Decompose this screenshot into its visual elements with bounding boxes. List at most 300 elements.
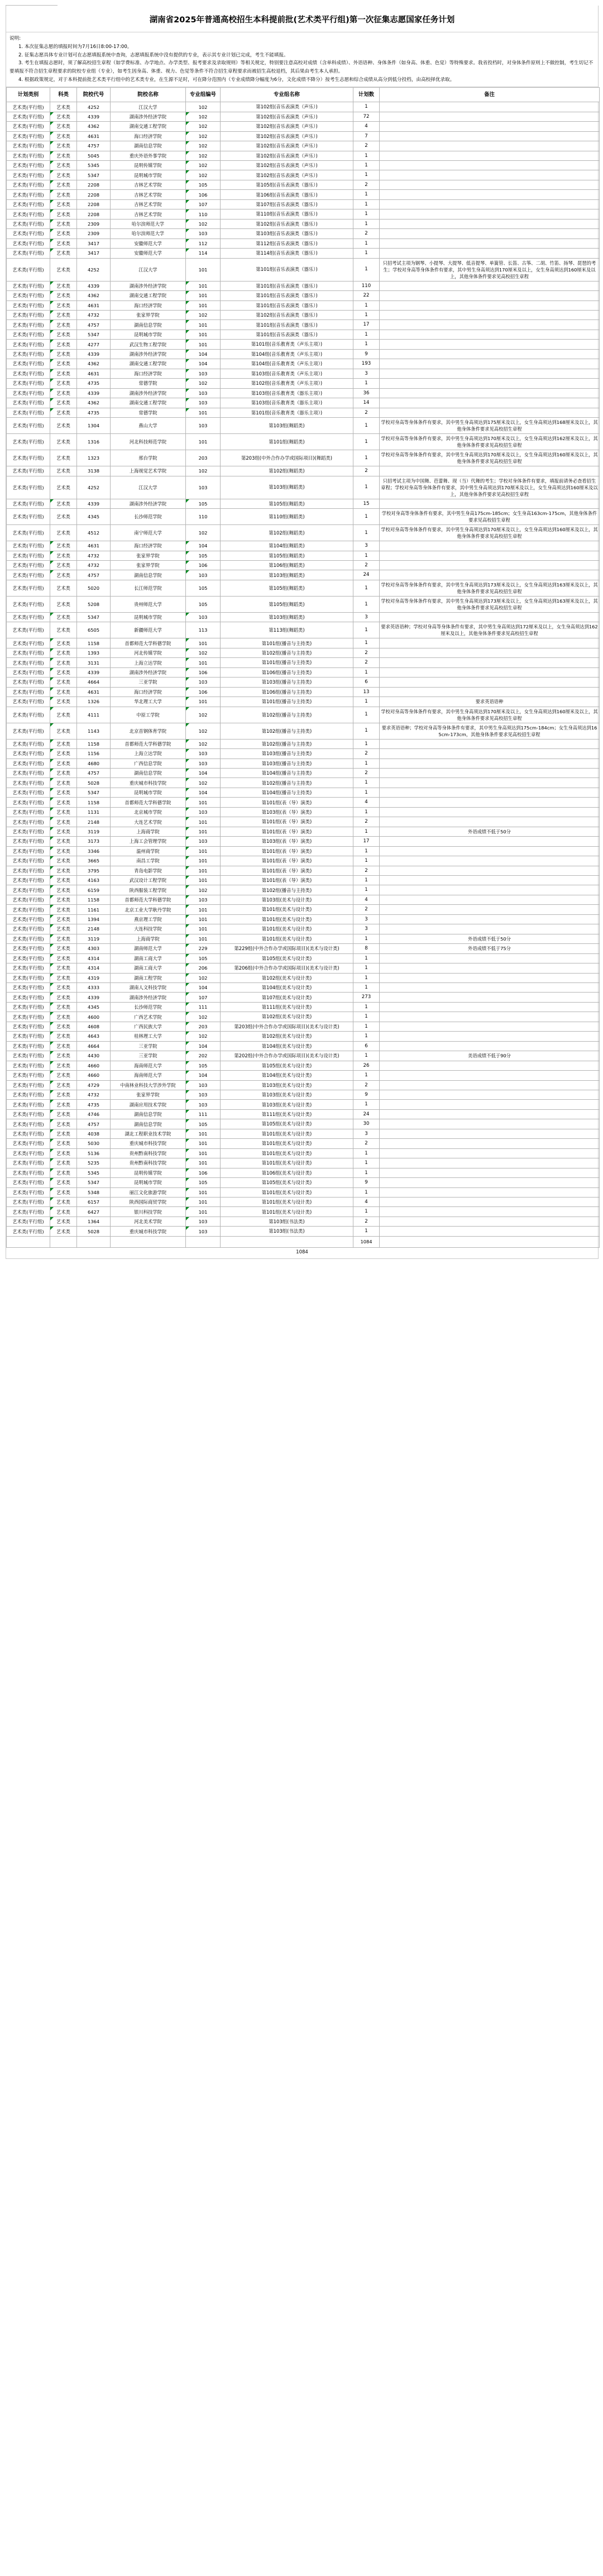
cell-remark [380, 209, 600, 219]
cell-plan-category: 艺术类(平行组) [7, 466, 50, 476]
cell-school-name: 张家界学院 [111, 551, 186, 560]
th-subject-category: 科类 [50, 87, 77, 102]
cell-plan-count: 273 [353, 993, 380, 1002]
cell-school-name: 湖南工程学院 [111, 973, 186, 982]
cell-school-name: 贵州黔南科技学院 [111, 1148, 186, 1158]
table-row [7, 560, 600, 570]
cell-subject-category: 艺术类 [50, 944, 77, 953]
table-row [7, 963, 600, 973]
cell-school-code: 4732 [77, 560, 111, 570]
cell-plan-count: 14 [353, 398, 380, 408]
cell-plan-category: 艺术类(平行组) [7, 1100, 50, 1109]
cell-plan-category: 艺术类(平行组) [7, 219, 50, 228]
cell-subject-category: 艺术类 [50, 560, 77, 570]
table-row [7, 388, 600, 398]
cell-group-name: 第105组(舞蹈类) [221, 499, 353, 508]
cell-group-name: 第111组(美术与设计类) [221, 1109, 353, 1119]
cell-remark [380, 866, 600, 875]
cell-school-name: 湖南涉外经济学院 [111, 388, 186, 398]
cell-remark: 只招考试主项为钢琴、小提琴、大提琴、低音提琴、单簧管、长笛、古筝、二胡、竹笛、扬琴、琵琶的考生；学校对身高等身体条件有要求，其中男生身高须达到170厘米及以上，女生身高须达到160厘米及以上，其他身体条件要求见高校招生章程 [380, 258, 600, 281]
cell-plan-category: 艺术类(平行组) [7, 769, 50, 778]
table-row [7, 944, 600, 953]
table-row [7, 1109, 600, 1119]
cell-plan-category: 艺术类(平行组) [7, 885, 50, 895]
cell-plan-category: 艺术类(平行组) [7, 509, 50, 525]
cell-remark [380, 151, 600, 160]
cell-school-code: 4631 [77, 300, 111, 310]
cell-remark [380, 1090, 600, 1099]
cell-subject-category: 艺术类 [50, 499, 77, 508]
cell-subject-category: 艺术类 [50, 876, 77, 885]
table-row [7, 476, 600, 499]
cell-subject-category: 艺术类 [50, 580, 77, 596]
cell-plan-category: 艺术类(平行组) [7, 190, 50, 199]
cell-group-name: 第103组(播音与主持类) [221, 678, 353, 687]
table-row [7, 1051, 600, 1061]
table-row [7, 219, 600, 228]
cell-plan-category: 艺术类(平行组) [7, 1158, 50, 1168]
cell-school-name: 吉林艺术学院 [111, 180, 186, 189]
cell-group-number: 104 [186, 541, 221, 551]
cell-school-name: 海南师范大学 [111, 1061, 186, 1070]
cell-school-code: 2208 [77, 209, 111, 219]
cell-school-name: 丽江文化旅游学院 [111, 1187, 186, 1197]
cell-group-name: 第203组(中外合作办学或国际项目)(舞蹈类) [221, 450, 353, 466]
cell-group-number: 102 [186, 122, 221, 131]
cell-school-name: 湖南交通工程学院 [111, 291, 186, 300]
cell-school-code: 4732 [77, 551, 111, 560]
cell-total-blank [50, 1236, 77, 1247]
cell-remark [380, 905, 600, 914]
cell-plan-count: 1 [353, 697, 380, 707]
cell-group-number: 101 [186, 905, 221, 914]
cell-plan-count: 1 [353, 1032, 380, 1041]
cell-school-code: 4314 [77, 963, 111, 973]
cell-plan-count: 1 [353, 1168, 380, 1177]
cell-group-name: 第101组(表（导）演类) [221, 846, 353, 856]
table-row [7, 807, 600, 817]
cell-school-name: 张家界学院 [111, 1090, 186, 1099]
cell-school-code: 5030 [77, 1139, 111, 1148]
cell-group-number: 103 [186, 398, 221, 408]
cell-plan-count: 2 [353, 1080, 380, 1090]
cell-remark [380, 1012, 600, 1022]
cell-group-number: 102 [186, 525, 221, 541]
cell-group-number: 105 [186, 953, 221, 963]
cell-group-name: 第105组(美术与设计类) [221, 1119, 353, 1129]
cell-group-name: 第202组(中外合作办学或国际项目)(美术与设计类) [221, 1051, 353, 1061]
cell-school-name: 中南林业科技大学涉外学院 [111, 1080, 186, 1090]
cell-school-name: 江汉大学 [111, 476, 186, 499]
cell-school-code: 5136 [77, 1148, 111, 1158]
cell-school-name: 上海商学院 [111, 827, 186, 836]
cell-remark: 要求英语语种；学校对身高等身体条件有要求，其中男生身高须达到172厘米及以上，女生身高须达到162厘米及以上，其他身体条件要求见高校招生章程 [380, 622, 600, 638]
cell-group-number: 112 [186, 238, 221, 248]
cell-group-name: 第113组(舞蹈类) [221, 622, 353, 638]
cell-group-number: 101 [186, 914, 221, 924]
cell-group-number: 101 [186, 330, 221, 339]
cell-plan-count: 2 [353, 180, 380, 189]
table-row [7, 417, 600, 433]
cell-school-code: 4512 [77, 525, 111, 541]
cell-remark [380, 1071, 600, 1080]
cell-group-number: 101 [186, 866, 221, 875]
cell-school-name: 燕山大学 [111, 417, 186, 433]
cell-plan-category: 艺术类(平行组) [7, 895, 50, 904]
cell-subject-category: 艺术类 [50, 739, 77, 748]
cell-plan-category: 艺术类(平行组) [7, 723, 50, 739]
cell-group-number: 102 [186, 161, 221, 170]
cell-plan-category: 艺术类(平行组) [7, 291, 50, 300]
table-row [7, 1139, 600, 1148]
cell-school-code: 4732 [77, 1090, 111, 1099]
cell-subject-category: 艺术类 [50, 258, 77, 281]
cell-plan-count: 1 [353, 102, 380, 112]
table-row [7, 798, 600, 807]
cell-remark [380, 291, 600, 300]
cell-group-name: 第102组(播音与主持类) [221, 723, 353, 739]
cell-plan-category: 艺术类(平行组) [7, 310, 50, 319]
cell-plan-category: 艺术类(平行组) [7, 817, 50, 827]
cell-school-code: 4643 [77, 1032, 111, 1041]
cell-school-code: 1326 [77, 697, 111, 707]
cell-group-name: 第101组(美术与设计类) [221, 1207, 353, 1217]
cell-plan-count: 26 [353, 1061, 380, 1070]
cell-group-number: 102 [186, 1032, 221, 1041]
cell-plan-category: 艺术类(平行组) [7, 944, 50, 953]
table-row [7, 837, 600, 846]
cell-plan-category: 艺术类(平行组) [7, 320, 50, 330]
table-row [7, 122, 600, 131]
table-row [7, 102, 600, 112]
note-item-1: 1. 本次征集志愿的填报时间为7月16日8:00-17:00。 [18, 44, 132, 50]
cell-group-number: 103 [186, 759, 221, 768]
table-row [7, 973, 600, 982]
cell-school-name: 海口经济学院 [111, 300, 186, 310]
cell-group-number: 114 [186, 249, 221, 258]
cell-plan-count: 3 [353, 541, 380, 551]
cell-group-number: 101 [186, 340, 221, 349]
cell-group-name: 第101组(表（导）演类) [221, 866, 353, 875]
cell-school-code: 4163 [77, 876, 111, 885]
cell-plan-category: 艺术类(平行组) [7, 112, 50, 121]
cell-subject-category: 艺术类 [50, 466, 77, 476]
cell-plan-count: 2 [353, 466, 380, 476]
table-row [7, 300, 600, 310]
cell-group-number: 105 [186, 1119, 221, 1129]
cell-school-name: 江汉大学 [111, 102, 186, 112]
cell-group-number: 104 [186, 788, 221, 797]
cell-plan-count: 1 [353, 856, 380, 866]
cell-remark [380, 1178, 600, 1187]
cell-school-code: 4339 [77, 281, 111, 290]
cell-group-name: 第102组(音乐教育类（声乐主项）) [221, 379, 353, 388]
cell-group-name: 第103组(美术与设计类) [221, 1080, 353, 1090]
cell-group-name: 第104组(播音与主持类) [221, 769, 353, 778]
cell-group-number: 101 [186, 697, 221, 707]
cell-plan-category: 艺术类(平行组) [7, 541, 50, 551]
cell-plan-count: 2 [353, 229, 380, 238]
cell-school-name: 三亚学院 [111, 1051, 186, 1061]
cell-plan-category: 艺术类(平行组) [7, 1032, 50, 1041]
table-row [7, 1071, 600, 1080]
cell-plan-count: 1 [353, 433, 380, 450]
cell-plan-count: 1 [353, 638, 380, 648]
cell-group-name: 第104组(音乐教育类（声乐主项）) [221, 359, 353, 369]
cell-group-number: 103 [186, 1217, 221, 1226]
cell-school-code: 4333 [77, 982, 111, 992]
cell-school-code: 1158 [77, 739, 111, 748]
table-row [7, 817, 600, 827]
cell-group-number: 102 [186, 170, 221, 180]
cell-subject-category: 艺术类 [50, 924, 77, 934]
cell-plan-count: 1 [353, 340, 380, 349]
cell-remark [380, 807, 600, 817]
cell-school-code: 3131 [77, 658, 111, 667]
table-row [7, 1090, 600, 1099]
cell-school-name: 燕京理工学院 [111, 914, 186, 924]
cell-school-code: 3173 [77, 837, 111, 846]
cell-school-code: 3346 [77, 846, 111, 856]
cell-subject-category: 艺术类 [50, 122, 77, 131]
cell-school-code: 2208 [77, 180, 111, 189]
cell-subject-category: 艺术类 [50, 749, 77, 759]
cell-plan-count: 1 [353, 1207, 380, 1217]
cell-remark [380, 1109, 600, 1119]
cell-subject-category: 艺术类 [50, 417, 77, 433]
cell-plan-category: 艺术类(平行组) [7, 151, 50, 160]
cell-remark [380, 1100, 600, 1109]
cell-plan-category: 艺术类(平行组) [7, 476, 50, 499]
cell-remark: 外语成绩不低于50分 [380, 827, 600, 836]
cell-school-name: 湖南信息学院 [111, 320, 186, 330]
cell-subject-category: 艺术类 [50, 1227, 77, 1236]
table-row [7, 1032, 600, 1041]
cell-school-code: 2208 [77, 190, 111, 199]
cell-school-code: 4111 [77, 707, 111, 723]
cell-subject-category: 艺术类 [50, 963, 77, 973]
cell-school-name: 常德学院 [111, 379, 186, 388]
cell-group-number: 101 [186, 934, 221, 943]
cell-school-code: 1156 [77, 749, 111, 759]
cell-remark: 学校对身高等身体条件有要求，其中男生身高须达到173厘米及以上，女生身高须达到163厘米及以上，其他身体条件要求见高校招生章程 [380, 596, 600, 612]
cell-subject-category: 艺术类 [50, 1129, 77, 1138]
table-row [7, 687, 600, 697]
cell-group-name: 第102组(音乐表演类（声乐）) [221, 141, 353, 151]
cell-remark [380, 1119, 600, 1129]
cell-remark [380, 219, 600, 228]
cell-school-code: 4314 [77, 953, 111, 963]
cell-plan-category: 艺术类(平行组) [7, 678, 50, 687]
cell-remark [380, 876, 600, 885]
cell-plan-category: 艺术类(平行组) [7, 388, 50, 398]
table-row [7, 161, 600, 170]
table-row [7, 778, 600, 788]
cell-plan-category: 艺术类(平行组) [7, 924, 50, 934]
cell-plan-category: 艺术类(平行组) [7, 580, 50, 596]
cell-group-number: 101 [186, 281, 221, 290]
cell-group-name: 第101组(音乐表演类（器乐）) [221, 281, 353, 290]
cell-school-code: 5347 [77, 612, 111, 622]
cell-plan-count: 1 [353, 1148, 380, 1158]
cell-school-name: 湖南涉外经济学院 [111, 993, 186, 1002]
cell-plan-category: 艺术类(平行组) [7, 209, 50, 219]
table-row [7, 1158, 600, 1168]
cell-group-name: 第101组(美术与设计类) [221, 934, 353, 943]
table-row [7, 180, 600, 189]
cell-plan-category: 艺术类(平行组) [7, 973, 50, 982]
cell-school-code: 5028 [77, 778, 111, 788]
cell-remark [380, 369, 600, 378]
cell-remark [380, 300, 600, 310]
cell-group-name: 第104组(音乐教育类（声乐主项）) [221, 349, 353, 359]
cell-group-name: 第101组(美术与设计类) [221, 1148, 353, 1158]
cell-plan-count: 1 [353, 885, 380, 895]
cell-remark [380, 408, 600, 417]
cell-plan-category: 艺术类(平行组) [7, 876, 50, 885]
table-row [7, 379, 600, 388]
cell-school-code: 4735 [77, 379, 111, 388]
cell-group-name: 第103组(舞蹈类) [221, 476, 353, 499]
cell-group-number: 103 [186, 417, 221, 433]
cell-plan-category: 艺术类(平行组) [7, 596, 50, 612]
cell-remark [380, 1080, 600, 1090]
cell-group-number: 106 [186, 190, 221, 199]
cell-plan-count: 2 [353, 866, 380, 875]
cell-group-number: 101 [186, 846, 221, 856]
cell-subject-category: 艺术类 [50, 934, 77, 943]
cell-plan-count: 17 [353, 320, 380, 330]
table-row [7, 1187, 600, 1197]
cell-plan-count: 4 [353, 1197, 380, 1206]
cell-plan-count: 1 [353, 209, 380, 219]
cell-subject-category: 艺术类 [50, 209, 77, 219]
cell-group-name: 第102组(播音与主持类) [221, 648, 353, 657]
cell-plan-count: 1 [353, 238, 380, 248]
cell-remark [380, 190, 600, 199]
note-item-3: 3. 考生在填报志愿时，须了解高校招生章程（如学费标准、办学地点、办学类型、报考要求及录取规则）等相关规定，特别要注意高校对成绩（含单科成绩）、外语语种、身体条件（如身高、体重、色觉）等特殊要求。我省投档时，对身体条件原则上不做控制，考生切记不要填报不符合招生章程要求的院校专业组（专业），如考生因身高、体重、视力、色觉等条件不符合招生章程要求而被招生高校退档，其后果由考生本人承担。 [9, 60, 594, 75]
cell-remark [380, 817, 600, 827]
table-row [7, 678, 600, 687]
cell-plan-category: 艺术类(平行组) [7, 1109, 50, 1119]
cell-subject-category: 艺术类 [50, 1119, 77, 1129]
cell-subject-category: 艺术类 [50, 885, 77, 895]
cell-plan-category: 艺术类(平行组) [7, 1129, 50, 1138]
cell-plan-count: 3 [353, 914, 380, 924]
cell-subject-category: 艺术类 [50, 340, 77, 349]
cell-plan-count: 1 [353, 310, 380, 319]
table-row [7, 1178, 600, 1187]
cell-plan-count: 1 [353, 249, 380, 258]
cell-school-code: 4362 [77, 122, 111, 131]
cell-remark [380, 238, 600, 248]
table-row [7, 1022, 600, 1031]
cell-group-number: 102 [186, 648, 221, 657]
document-page [0, 0, 603, 1259]
cell-remark [380, 320, 600, 330]
cell-group-number: 101 [186, 658, 221, 667]
cell-school-name: 陕西服装工程学院 [111, 885, 186, 895]
cell-group-name: 第101组(美术与设计类) [221, 1158, 353, 1168]
cell-school-name: 常德学院 [111, 408, 186, 417]
cell-school-name: 银川科技学院 [111, 1207, 186, 1217]
cell-group-name: 第103组(表（导）演类) [221, 837, 353, 846]
cell-group-name: 第110组(舞蹈类) [221, 509, 353, 525]
cell-school-code: 4252 [77, 258, 111, 281]
cell-group-name: 第101组(音乐表演类（器乐）) [221, 320, 353, 330]
cell-group-number: 102 [186, 112, 221, 121]
cell-subject-category: 艺术类 [50, 320, 77, 330]
cell-group-number: 101 [186, 1197, 221, 1206]
cell-school-code: 3417 [77, 249, 111, 258]
cell-school-name: 上海商学院 [111, 934, 186, 943]
cell-group-name: 第102组(播音与主持类) [221, 778, 353, 788]
table-row [7, 310, 600, 319]
cell-school-code: 3119 [77, 934, 111, 943]
cell-group-name: 第102组(舞蹈类) [221, 466, 353, 476]
cell-plan-count: 24 [353, 570, 380, 580]
cell-plan-count: 1 [353, 934, 380, 943]
cell-plan-count: 1 [353, 1071, 380, 1080]
cell-plan-category: 艺术类(平行组) [7, 359, 50, 369]
cell-plan-count: 1 [353, 161, 380, 170]
cell-school-name: 中原工学院 [111, 707, 186, 723]
cell-total-blank [186, 1236, 221, 1247]
cell-plan-count: 1 [353, 778, 380, 788]
cell-plan-count: 1 [353, 476, 380, 499]
cell-school-code: 1158 [77, 638, 111, 648]
cell-school-code: 4339 [77, 349, 111, 359]
cell-group-number: 104 [186, 349, 221, 359]
cell-school-name: 昆明城市学院 [111, 170, 186, 180]
cell-school-name: 海口经济学院 [111, 541, 186, 551]
cell-group-number: 107 [186, 199, 221, 209]
cell-school-code: 4631 [77, 131, 111, 141]
cell-group-name: 第229组(中外合作办学或国际项目)(美术与设计类) [221, 944, 353, 953]
table-row [7, 1080, 600, 1090]
cell-group-number: 102 [186, 973, 221, 982]
cell-school-name: 大连科技学院 [111, 924, 186, 934]
cell-group-name: 第102组(舞蹈类) [221, 525, 353, 541]
cell-school-name: 上海工会管理学院 [111, 837, 186, 846]
cell-group-name: 第101组(美术与设计类) [221, 1197, 353, 1206]
table-row [7, 895, 600, 904]
cell-group-name: 第110组(音乐表演类（器乐）) [221, 209, 353, 219]
cell-plan-category: 艺术类(平行组) [7, 707, 50, 723]
cell-school-code: 1364 [77, 1217, 111, 1226]
cell-school-code: 5235 [77, 1158, 111, 1168]
cell-plan-count: 3 [353, 1129, 380, 1138]
th-group-number: 专业组编号 [186, 87, 221, 102]
cell-school-name: 湖南涉外经济学院 [111, 281, 186, 290]
cell-remark [380, 924, 600, 934]
cell-group-name: 第102组(音乐表演类（声乐）) [221, 151, 353, 160]
cell-plan-category: 艺术类(平行组) [7, 161, 50, 170]
table-row [7, 982, 600, 992]
cell-group-number: 110 [186, 209, 221, 219]
cell-remark [380, 638, 600, 648]
cell-plan-category: 艺术类(平行组) [7, 953, 50, 963]
note-item-4: 4. 根据政策规定，对于本科提前批艺术类平行组中的艺术类专业，在生源不足时，可在降分范围内（专业成绩降分幅度为6分，文化成绩不降分）按考生志愿和综合成绩从高分到低分投档，由高校择优录取。 [18, 77, 455, 83]
cell-group-name: 第102组(音乐表演类（声乐）) [221, 161, 353, 170]
cell-plan-count: 193 [353, 359, 380, 369]
cell-school-name: 重庆城市科技学院 [111, 1139, 186, 1148]
cell-group-name: 第103组(播音与主持类) [221, 759, 353, 768]
cell-plan-count: 1 [353, 667, 380, 677]
cell-remark [380, 551, 600, 560]
cell-plan-category: 艺术类(平行组) [7, 433, 50, 450]
cell-school-code: 4735 [77, 1100, 111, 1109]
